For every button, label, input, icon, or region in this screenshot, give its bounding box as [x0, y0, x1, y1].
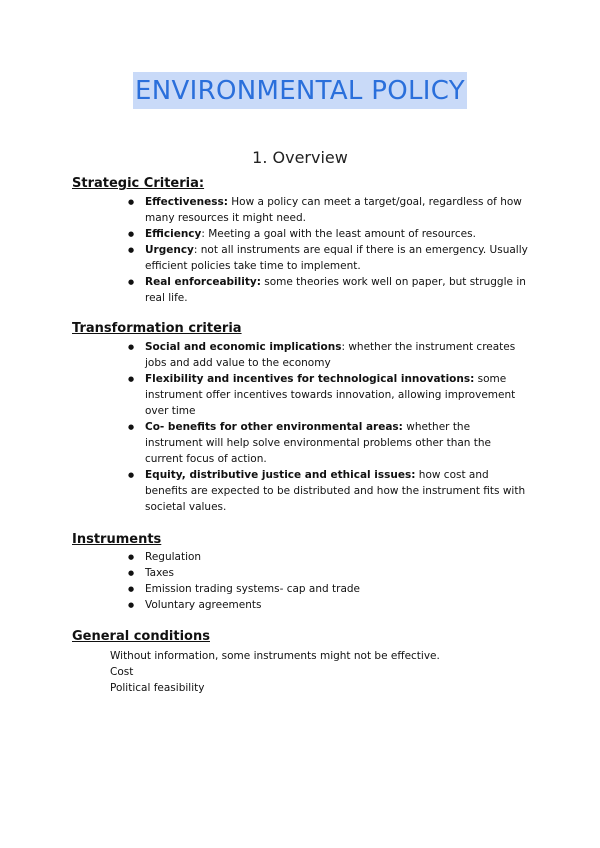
general-conditions-heading: General conditions — [72, 629, 210, 644]
list-item — [128, 467, 528, 515]
item-text: : Meeting a goal with the least amount of resources. — [201, 228, 476, 240]
item-text: some instrument offer incentives towards innovation, allowing improvement over time — [145, 373, 516, 417]
item-term: Urgency — [145, 244, 194, 256]
item-term: Efficiency — [145, 228, 202, 240]
text-line: Cost — [110, 666, 134, 678]
item-term: Real enforceability: — [145, 276, 261, 288]
instruments-heading: Instruments — [72, 532, 162, 547]
text-line: Without information, some instruments might not be effective. — [110, 650, 440, 662]
instruments-list — [128, 549, 528, 613]
section-subtitle: 1. Overview — [252, 148, 348, 167]
list-item — [128, 226, 528, 242]
list-item: ● Voluntary agreements — [128, 597, 528, 613]
item-term: Social and economic implications — [145, 341, 342, 353]
item-text: How a policy can meet a target/goal, regardless of how many resources it might need. — [145, 196, 522, 224]
list-item: ● Taxes — [128, 565, 528, 581]
title-container — [0, 72, 600, 109]
item-term: Co- benefits for other environmental areas: — [145, 421, 403, 433]
item-term: Flexibility and incentives for technological innovations: — [145, 373, 475, 385]
list-item: ● Regulation — [128, 549, 528, 565]
item-term: Effectiveness: — [145, 196, 228, 208]
document-title: ENVIRONMENTAL POLICY — [133, 72, 467, 109]
list-item — [128, 339, 528, 371]
list-item — [128, 242, 528, 274]
list-item — [128, 274, 528, 306]
item-text: how cost and benefits are expected to be distributed and how the instrument fits with societal values. — [145, 469, 526, 513]
list-item: ● Emission trading systems- cap and trade — [128, 581, 528, 597]
item-text: whether the instrument will help solve environmental problems other than the current focus of action. — [145, 421, 492, 465]
general-conditions-text — [110, 648, 540, 696]
strategic-criteria-list — [128, 194, 528, 306]
list-item — [128, 419, 528, 467]
list-item — [128, 371, 528, 419]
text-line: Political feasibility — [110, 682, 205, 694]
item-term: Equity, distributive justice and ethical issues: — [145, 469, 416, 481]
transformation-criteria-list — [128, 339, 528, 515]
item-text: : not all instruments are equal if there is an emergency. Usually efficient policies take time to implement. — [145, 244, 528, 272]
strategic-criteria-heading: Strategic Criteria: — [72, 176, 205, 191]
transformation-criteria-heading: Transformation criteria — [72, 321, 242, 336]
item-text: some theories work well on paper, but struggle in real life. — [145, 276, 526, 304]
list-item — [128, 194, 528, 226]
item-text: : whether the instrument creates jobs and add value to the economy — [145, 341, 516, 369]
